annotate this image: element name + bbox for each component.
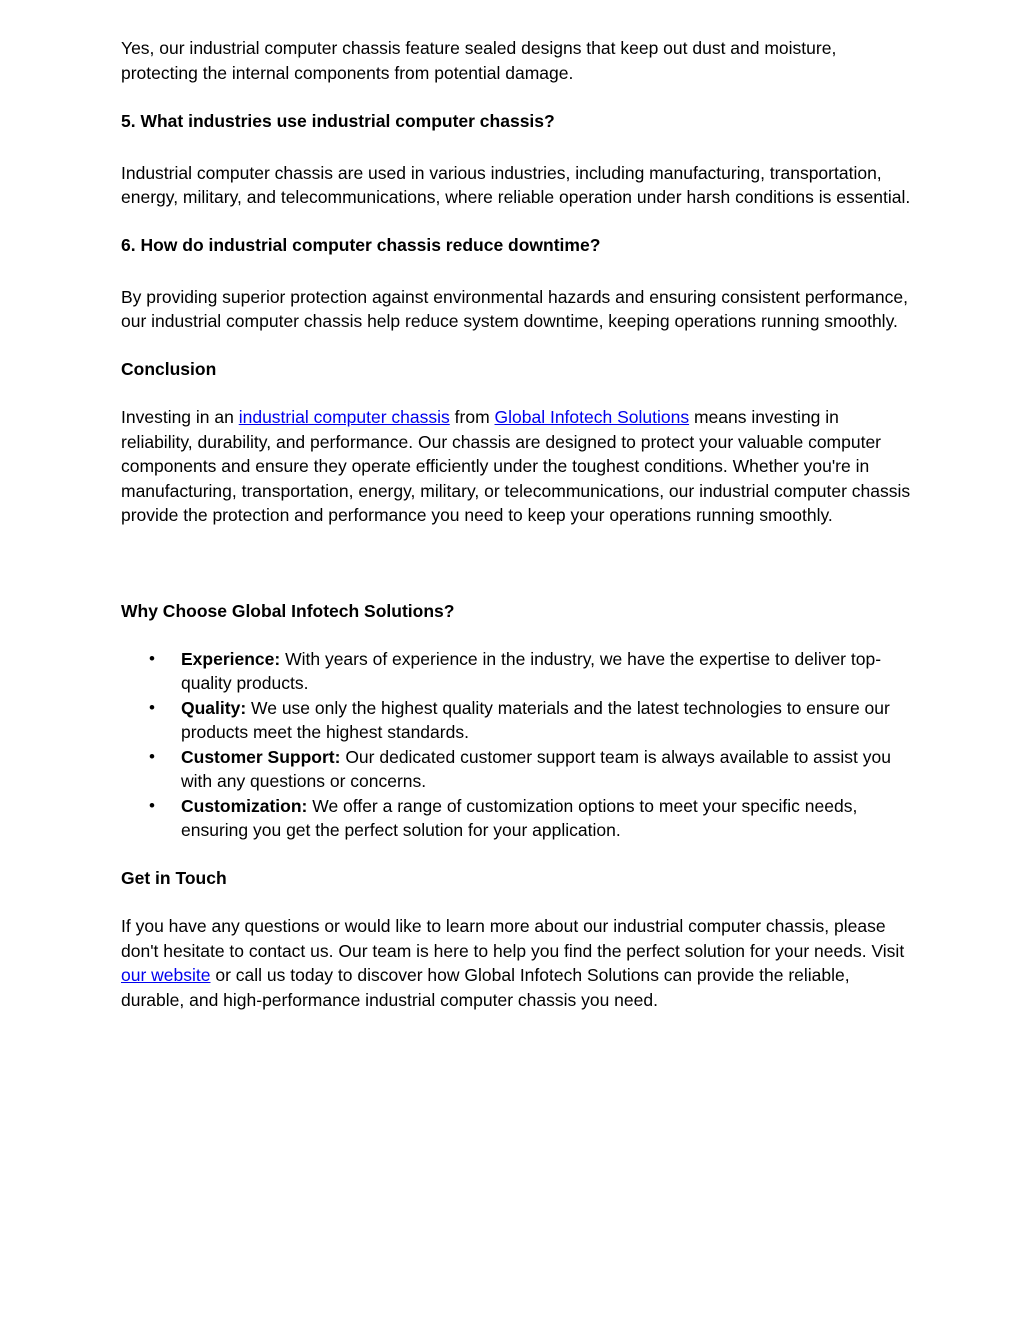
faq-question-5: 5. What industries use industrial computer chassis? <box>121 111 555 131</box>
conclusion-paragraph <box>121 405 911 528</box>
bullet-icon: • <box>149 746 155 766</box>
list-item-label: Customization: <box>181 795 308 816</box>
contact-text-2: or call us today to discover how Global Infotech Solutions can provide the reliable, durable, and high-performance industrial computer chassis you need. <box>121 965 850 1010</box>
list-item <box>121 745 911 794</box>
conclusion-text-1: Investing in an <box>121 407 239 427</box>
list-item <box>121 794 911 843</box>
list-item-label: Customer Support: <box>181 746 341 767</box>
conclusion-text-2: from <box>449 407 495 427</box>
industrial-chassis-link[interactable]: industrial computer chassis <box>238 407 450 427</box>
conclusion-heading: Conclusion <box>121 359 217 379</box>
global-infotech-link[interactable]: Global Infotech Solutions <box>494 407 690 427</box>
list-item-text: With years of experience in the industry, we have the expertise to deliver top-quality products. <box>181 648 882 693</box>
bullet-icon: • <box>149 648 155 668</box>
list-item-label: Experience: <box>181 648 281 669</box>
contact-text-1: If you have any questions or would like to learn more about our industrial computer chassis, please don't hesitate to contact us. Our team is here to help you find the perfect solution for your needs. Visit <box>121 916 905 961</box>
get-in-touch-heading: Get in Touch <box>121 868 227 888</box>
intro-paragraph: Yes, our industrial computer chassis feature sealed designs that keep out dust and moisture, protecting the internal components from potential damage. <box>121 38 837 83</box>
why-choose-heading: Why Choose Global Infotech Solutions? <box>121 600 455 621</box>
list-item <box>121 647 911 696</box>
bullet-icon: • <box>149 697 155 717</box>
conclusion-text-3: means investing in reliability, durability, and performance. Our chassis are designed to protect your valuable computer components and ensure they operate efficiently under the toughest conditions. Whether you're in manufacturing, transportation, energy, military, or telecommunications, our industrial computer chassis provide the protection and performance you need to keep your operations running smoothly. <box>121 407 911 525</box>
document-body <box>121 36 911 1012</box>
our-website-link[interactable]: our website <box>121 965 211 985</box>
list-item-text: Our dedicated customer support team is always available to assist you with any questions or concerns. <box>181 746 891 791</box>
list-item-text: We use only the highest quality materials and the latest technologies to ensure our products meet the highest standards. <box>181 697 890 742</box>
why-choose-list <box>121 647 911 843</box>
list-item-label: Quality: <box>181 697 247 718</box>
list-item-text: We offer a range of customization options to meet your specific needs, ensuring you get the perfect solution for your application. <box>181 795 858 840</box>
bullet-icon: • <box>149 795 155 815</box>
faq-question-6: 6. How do industrial computer chassis reduce downtime? <box>121 235 601 255</box>
faq-answer-5: Industrial computer chassis are used in various industries, including manufacturing, transportation, energy, military, and telecommunications, where reliable operation under harsh conditions is essential. <box>121 162 911 207</box>
list-item <box>121 696 911 745</box>
contact-paragraph <box>121 914 911 1012</box>
faq-answer-6: By providing superior protection against environmental hazards and ensuring consistent performance, our industrial computer chassis help reduce system downtime, keeping operations running smoothly. <box>121 286 908 331</box>
